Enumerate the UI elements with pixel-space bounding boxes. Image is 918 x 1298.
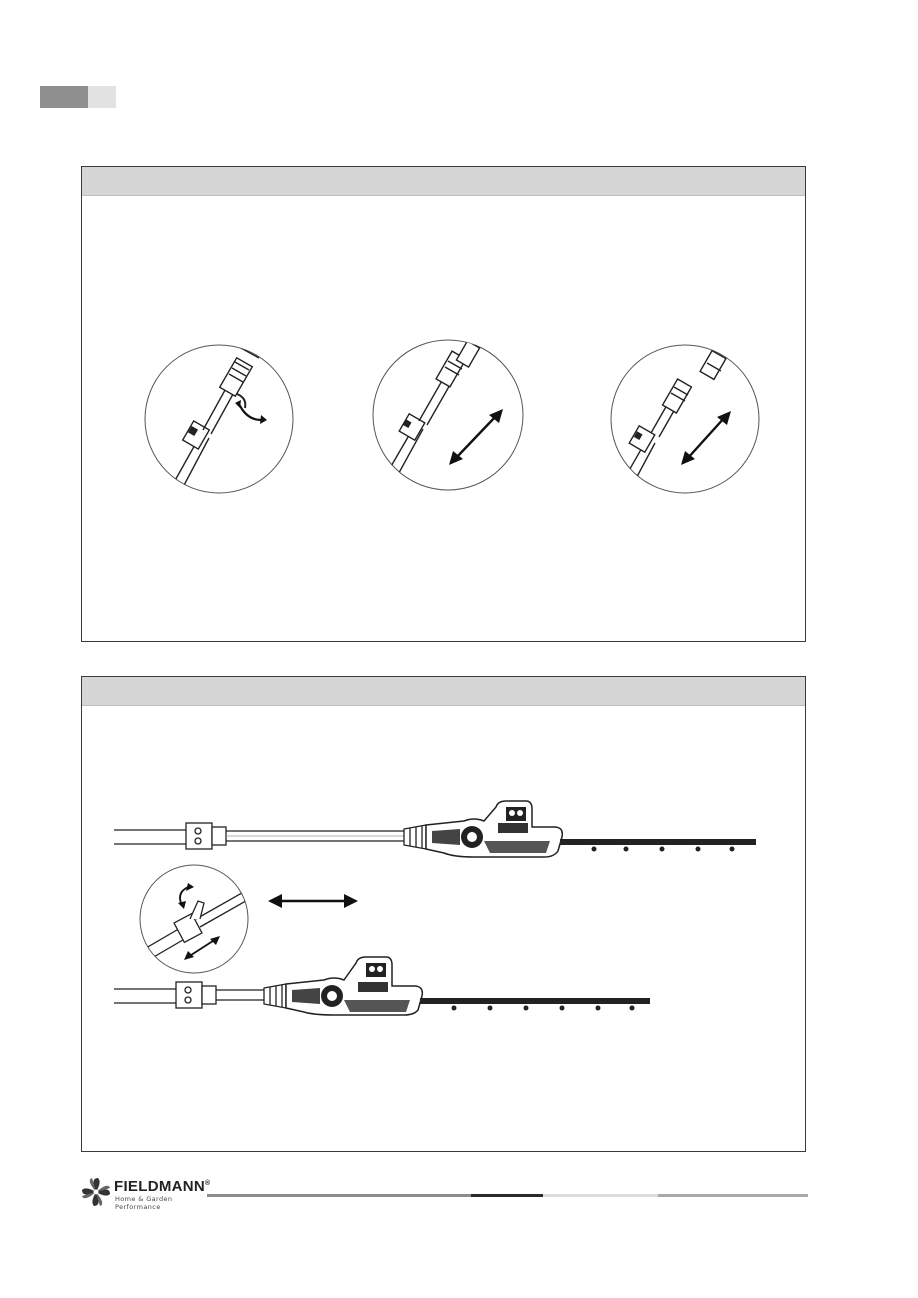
assembly-panel-2 — [81, 676, 806, 1152]
pole-joint-separate-figure — [609, 343, 761, 495]
footer-bar-segment — [207, 1194, 471, 1197]
brand-name: FIELDMANN® — [114, 1178, 211, 1195]
hedge-trimmer-retracted-figure — [114, 953, 654, 1017]
page-footer — [80, 1172, 810, 1212]
panel-2-header — [82, 677, 805, 706]
pinwheel-logo-icon — [80, 1176, 112, 1208]
hedge-trimmer-extended-figure — [114, 797, 759, 859]
footer-bar-segment — [658, 1194, 808, 1197]
footer-bar-segment — [471, 1194, 543, 1197]
footer-bar-segment — [543, 1194, 658, 1197]
brand-tagline: Home & Garden Performance — [115, 1195, 173, 1211]
page-tab-strip — [40, 86, 116, 108]
assembly-panel-1 — [81, 166, 806, 642]
brand-logo — [80, 1174, 211, 1211]
pole-joint-unlock-figure — [143, 342, 295, 496]
extend-retract-arrow-icon — [268, 891, 358, 911]
panel-1-header — [82, 167, 805, 196]
page-tab-light — [88, 86, 116, 108]
pole-joint-slide-figure — [371, 337, 525, 493]
page-tab-dark — [40, 86, 88, 108]
